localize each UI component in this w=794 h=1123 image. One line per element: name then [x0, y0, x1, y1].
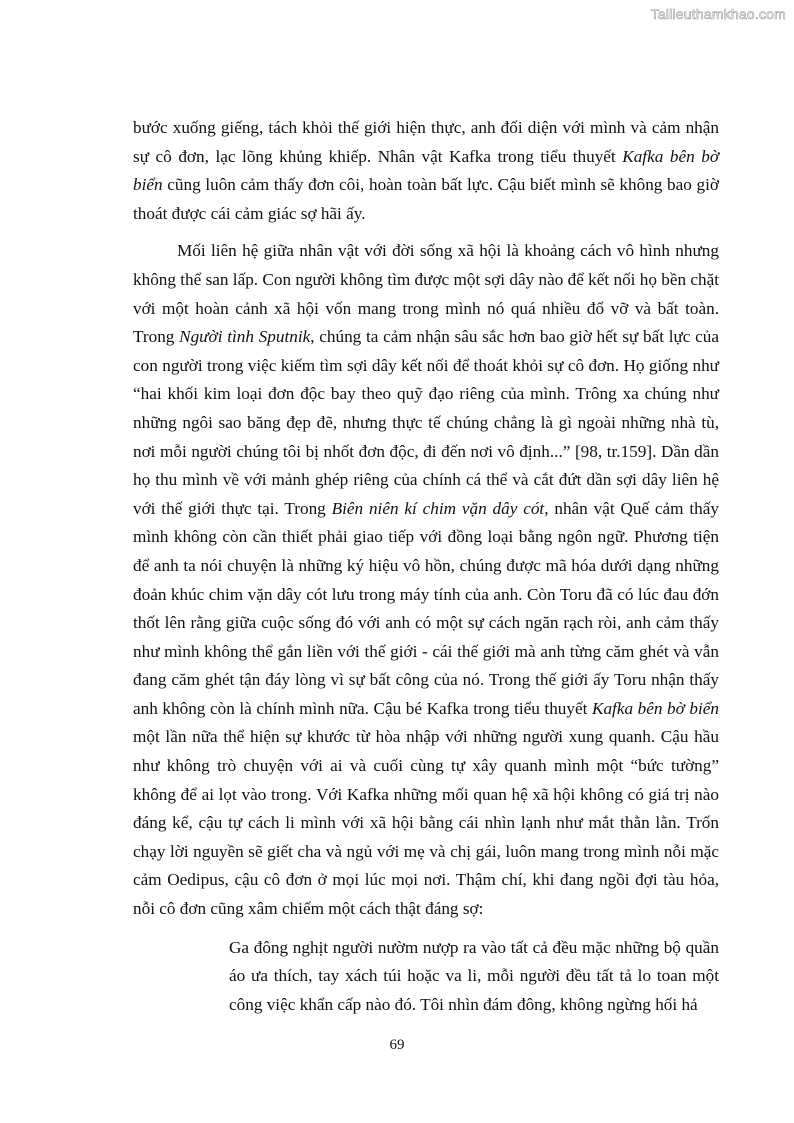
page-body [133, 114, 719, 1019]
paragraph-2-text-2: , chúng ta cảm nhận sâu sắc hơn bao giờ hết sự bất lực của con người trong việc kiếm tìm sợi dây kết nối để thoát khỏi sự cô đơn. Họ giống như “hai khối kim loại đơn độc bay theo quỹ đạo riêng của mình. Trông xa chúng như những ngôi sao băng đẹp đẽ, nhưng thực tế chúng chẳng là gì ngoài những nhà tù, nơi mỗi người chúng tôi bị nhốt đơn độc, đi đến nơi vô định...” [98, tr.159]. Dần dần họ thu mình về với mảnh ghép riêng của chính cá thể và cắt đứt dần sợi dây liên hệ với thế giới thực tại. Trong [133, 327, 719, 518]
paragraph-2-title-sputnik: Người tình Sputnik [179, 327, 311, 347]
paragraph-2-text-3: , nhân vật Quế cảm thấy mình không còn cần thiết phải giao tiếp với đồng loại bằng ngôn ngữ. Phương tiện để anh ta nói chuyện là những ký hiệu vô hồn, chúng được mã hóa dưới dạng những đoản khúc chim vặn dây cót lưu trong máy tính của anh. Còn Toru đã có lúc đau đớn thốt lên rằng giữa cuộc sống đó với anh có một sự cách ngăn rạch ròi, anh cảm thấy như mình không thể gắn liền với thế giới - cái thế giới mà anh từng căm ghét và vẫn đang căm ghét tận đáy lòng vì sự bất công của nó. Trong thế giới ấy Toru nhận thấy anh không còn là chính mình nữa. Cậu bé Kafka trong tiểu thuyết [133, 498, 719, 718]
paragraph-2-title-kafka: Kafka bên bờ biển [591, 698, 719, 718]
paragraph-2-title-chronicle: Biên niên kí chim vặn dây cót [331, 498, 545, 518]
paragraph-1-text-2: cũng luôn cảm thấy đơn côi, hoàn toàn bất lực. Cậu biết mình sẽ không bao giờ thoát được cái cảm giác sợ hãi ấy. [133, 175, 719, 223]
paragraph-2 [133, 237, 719, 923]
page-number: 69 [389, 1037, 405, 1053]
block-quote: Ga đông nghịt người nườm nượp ra vào tất cả đều mặc những bộ quần áo ưa thích, tay xách túi hoặc va li, mỗi người đều tất tả lo toan một công việc khẩn cấp nào đó. Tôi nhìn đám đông, không ngừng hối hả [229, 937, 719, 1014]
paragraph-1-title-kafka: Kafka bên bờ biển [133, 146, 719, 195]
paragraph-2-text-1: Mối liên hệ giữa nhân vật với đời sống xã hội là khoảng cách vô hình nhưng không thể san lấp. Con người không tìm được một sợi dây nào để kết nối họ bền chặt với một hoàn cảnh xã hội vốn mang trong mình nó quá nhiều đổ vỡ và bất toàn. Trong [133, 241, 719, 347]
paragraph-2-text-4: một lần nữa thể hiện sự khước từ hòa nhập với những người xung quanh. Cậu hầu như không trò chuyện với ai và cuối cùng tự xây quanh mình một “bức tường” không để ai lọt vào trong. Với Kafka những mối quan hệ xã hội không có giá trị nào đáng kể, cậu tự cách li mình với xã hội bằng cái nhìn lạnh như mắt thằn lằn. Trốn chạy lời nguyền sẽ giết cha và ngủ với mẹ và chị gái, luôn mang trong mình nỗi mặc cảm Oedipus, cậu cô đơn ở mọi lúc mọi nơi. Thậm chí, khi đang ngồi đợi tàu hỏa, nỗi cô đơn cũng xâm chiếm một cách thật đáng sợ: [133, 727, 719, 919]
watermark: Tailieuthamkhao.com [650, 6, 786, 22]
paragraph-1 [133, 114, 719, 228]
paragraph-1-text-1: bước xuống giếng, tách khỏi thế giới hiện thực, anh đối diện với mình và cảm nhận sự cô đơn, lạc lõng khủng khiếp. Nhân vật Kafka trong tiểu thuyết [133, 118, 719, 166]
